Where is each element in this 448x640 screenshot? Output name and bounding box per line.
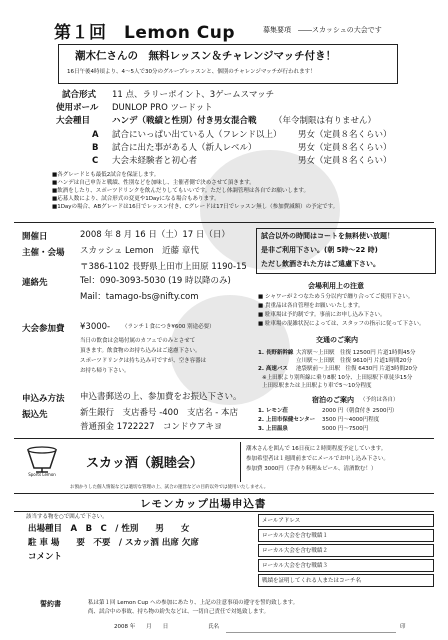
grade-letter-c: C xyxy=(92,156,99,166)
format-value-2: ハンデ（戦績と性別）付き男女混合戦 xyxy=(112,116,257,126)
form-record-3-label: ローカル大会を含む戦績３ xyxy=(262,563,328,569)
bank-label: 振込先 xyxy=(22,410,48,420)
form-title-rule xyxy=(14,511,434,512)
form-record-1-field[interactable] xyxy=(258,529,434,542)
form-email-field[interactable] xyxy=(258,514,434,527)
format-value-1: DUNLOP PRO ツードット xyxy=(112,103,213,113)
practice-box xyxy=(256,228,436,274)
fee-value: ¥3000- xyxy=(80,322,111,332)
lesson-banner xyxy=(58,44,398,84)
practice-line-3: ただし飲酒された方はご遠慮下さい。 xyxy=(261,260,380,268)
transit-name-0: 1. 長野新幹線 xyxy=(258,350,294,356)
party-line-2: 参加希望者は１週間前までにメールでお申し込み下さい。 xyxy=(246,456,389,462)
grade-letter-b: B xyxy=(92,143,99,153)
sign-name-label: 氏名 xyxy=(208,624,220,630)
lodging-price-1: 3500 円〜4000円程度 xyxy=(322,417,380,423)
grade-cap-b: 男女（定員８名くらい） xyxy=(298,143,392,153)
lodging-name-0: 1. レモン荘 xyxy=(258,408,288,414)
sign-seal: 印 xyxy=(400,624,406,630)
transit-detail-2: 池袋駅前〜上田駅 往復 6430円 片道3時間20分 xyxy=(296,366,418,372)
privacy-note: お預かりした個人情報などは適切な管理の上、試合の運営などの目的以外では使用いたしません。 xyxy=(70,485,269,490)
format-label-2: 大会種目 xyxy=(56,116,91,126)
fee-desc-3: スポーツドリンクは持ち込み可ですが、空き容器は xyxy=(80,358,207,364)
party-line-3: 参加費 3000円（手作り料理＆ビール、清酒飲む！） xyxy=(246,466,377,472)
venue-note-2: ■ 駐車場は予約制です。事前にお申し込み下さい。 xyxy=(258,312,386,318)
practice-line-1: 試合以外の時間はコートを無料使い放題！ xyxy=(261,232,394,240)
sign-line[interactable] xyxy=(226,632,396,633)
fee-label: 大会参加費 xyxy=(22,324,65,334)
form-coach-field[interactable] xyxy=(258,574,434,587)
date-value: 2008 年 8 月 16 日（土）17 日（日） xyxy=(80,230,230,240)
format-value-0: 11 点、ラリーポイント、3ゲームスマッチ xyxy=(112,90,275,100)
form-title: レモンカップ出場申込書 xyxy=(140,498,267,510)
grade-cap-a: 男女（定員８名くらい） xyxy=(298,130,392,140)
note-2: ■飲酒をしたり、スポーツドリンクを飲んだりしてもいいです。ただし体調管理は各自でお願いします。 xyxy=(52,188,309,194)
bank-line-2: 普通預金 1722227 コンドウアキヨ xyxy=(80,422,223,432)
transit-detail-1: 立川駅〜上田駅 往復 9610円 片道1時間20分 xyxy=(296,358,412,364)
note-1: ■ハンデは自己申告と戦績、性別などを加味し、主催者側で決めさせて頂きます。 xyxy=(52,180,255,186)
form-record-2-field[interactable] xyxy=(258,544,434,557)
format-note-2: （年令制限は有りません） xyxy=(274,116,377,126)
grade-desc-b: 試合に出た事がある人（新人レベル） xyxy=(112,143,257,153)
form-row-parking-party[interactable]: 駐 車 場 要 不要 / スカッ酒 出席 欠席 xyxy=(28,538,199,548)
form-email-label: メールアドレス xyxy=(262,518,301,524)
transit-name-2: 2. 高速バス xyxy=(258,366,288,372)
form-record-3-field[interactable] xyxy=(258,559,434,572)
transit-detail-3: ※上田駅より別所線に乗り8駅 10分、上田原駅下車徒歩15分 xyxy=(262,375,413,381)
tel-value: Tel：090-3093-5030 (19 時以降のみ) xyxy=(80,276,231,286)
pledge-line-2: 尚、試合中の事故、持ち物の紛失などは、一切自己責任で対処致します。 xyxy=(88,609,270,615)
party-line-1: 潮木さんを囲んで 16日夜に２時間程度予定しています。 xyxy=(246,446,387,452)
transit-detail-4: 上田原駅または上田駅より車で5〜10分程度 xyxy=(262,383,372,389)
note-0: ■各グレードとも最低2試合を保証します。 xyxy=(52,172,160,178)
pledge-line-1: 私は第１回 Lemon Cup への参加にあたり、上記の注意事項の遵守を誓約致します。 xyxy=(88,600,299,606)
form-top-rule xyxy=(14,493,434,494)
format-label-0: 試合形式 xyxy=(62,90,97,100)
party-title: スカッ酒（親睦会） xyxy=(86,456,203,471)
fee-desc-2: 頂きます。飲食物のお持ち込みはご遠慮下さい。 xyxy=(80,348,201,354)
form-coach-label: 戦績を証明してくれる人またはコーチ名 xyxy=(262,578,362,584)
apply-label: 申込み方法 xyxy=(22,394,65,404)
pledge-label: 誓約書 xyxy=(40,600,61,608)
grade-letter-a: A xyxy=(92,130,99,140)
grade-desc-a: 試合にいっぱい出ている人（フレンド以上） xyxy=(112,130,282,140)
lodging-name-2: 3. 上田温泉 xyxy=(258,426,288,432)
grade-cap-c: 男女（定員８名くらい） xyxy=(298,156,392,166)
venue-note-0: ■ シャワーが２つなため５分以内で纏り合ってご使用下さい。 xyxy=(258,294,414,300)
page-subtitle: 募集要項 xyxy=(263,26,291,34)
lodging-price-0: 2000 円（朝食付き 2500円） xyxy=(322,408,398,414)
mail-link[interactable]: Mail：tamago-bs@nifty.com xyxy=(80,292,199,302)
lodging-name-1: 2. 上田市保健センター xyxy=(258,417,316,423)
form-record-1-label: ローカル大会を含む戦績１ xyxy=(262,533,328,539)
sign-date[interactable]: 2008 年 月 日 xyxy=(114,624,169,630)
grade-desc-c: 大会未経験者と初心者 xyxy=(112,156,198,166)
bank-line-1: 新生銀行 支店番号 -400 支店名 - 本店 xyxy=(80,408,238,418)
practice-line-2: 是非ご利用下さい。(朝 5時〜22 時) xyxy=(261,246,378,254)
date-label: 開催日 xyxy=(22,232,48,242)
contact-label: 連絡先 xyxy=(22,278,48,288)
venue-note-1: ■ 貴重品は各自管理をお願いいたします。 xyxy=(258,303,364,309)
organizer-value: スカッシュ Lemon 近藤 章代 xyxy=(80,246,199,256)
form-record-2-label: ローカル大会を含む戦績２ xyxy=(262,548,328,554)
lodging-note: （予約は各自） xyxy=(360,397,399,403)
lodging-price-2: 5000 円〜7500円 xyxy=(322,426,369,432)
party-badge-label: Sports Lemon xyxy=(28,472,56,477)
section-divider xyxy=(14,222,434,223)
banner-headline: 潮木仁さんの 無料レッスン＆チャレンジマッチ付き！ xyxy=(75,50,337,62)
form-row-event-gender[interactable]: 出場種目 A B C / 性別 男 女 xyxy=(28,524,190,534)
party-divider xyxy=(14,438,434,439)
form-comment-label: コメント xyxy=(28,552,63,562)
transit-title: 交通のご案内 xyxy=(316,336,358,344)
apply-value: 申込書郵送の上、参加費をお振込下さい。 xyxy=(80,392,242,402)
venue-note-3: ■ 駐車場の混雑状況によっては、スタッフの指示に従って下さい。 xyxy=(258,321,425,327)
party-vertical-divider xyxy=(240,442,241,482)
address-value: 〒386-1102 長野県上田市上田原 1190-15 xyxy=(80,262,247,272)
fee-desc-1: 当日の飲食は会場付属のカフェでのみとさせて xyxy=(80,338,196,344)
banner-subtext: 16日午後4時頃より、4〜5人で30分のグループレッスンと、個別のチャレンジマッチが行われます！ xyxy=(67,69,316,75)
fee-lunch-note: （ランチ１食につき¥600 別途必要） xyxy=(122,324,215,330)
note-4: ■1Dayの場合、ABグレードは16日でレッスン付き、Cグレードは17日でレッスン無し（参加費減額）の予定です。 xyxy=(52,204,339,210)
page-title: 第１回 Lemon Cup xyxy=(54,23,236,43)
fee-desc-4: お持ち帰り下さい。 xyxy=(80,368,130,374)
note-3: ■応募人数により、試合形式の変更や1Dayになる場合もあります。 xyxy=(52,196,220,202)
venue-title: 会場利用上の注意 xyxy=(308,282,364,290)
page-tagline: ――スカッシュの大会です xyxy=(298,26,382,34)
organizer-label: 主催・会場 xyxy=(22,248,65,258)
format-label-1: 使用ボール xyxy=(56,103,99,113)
transit-detail-0: 大宮駅〜上田駅 往復 12500円 片道1時間45分 xyxy=(296,350,416,356)
lodging-title: 宿泊のご案内 xyxy=(312,396,354,404)
form-hint: 該当する物を○で囲んで下さい。 xyxy=(26,514,108,520)
party-badge xyxy=(22,444,62,478)
